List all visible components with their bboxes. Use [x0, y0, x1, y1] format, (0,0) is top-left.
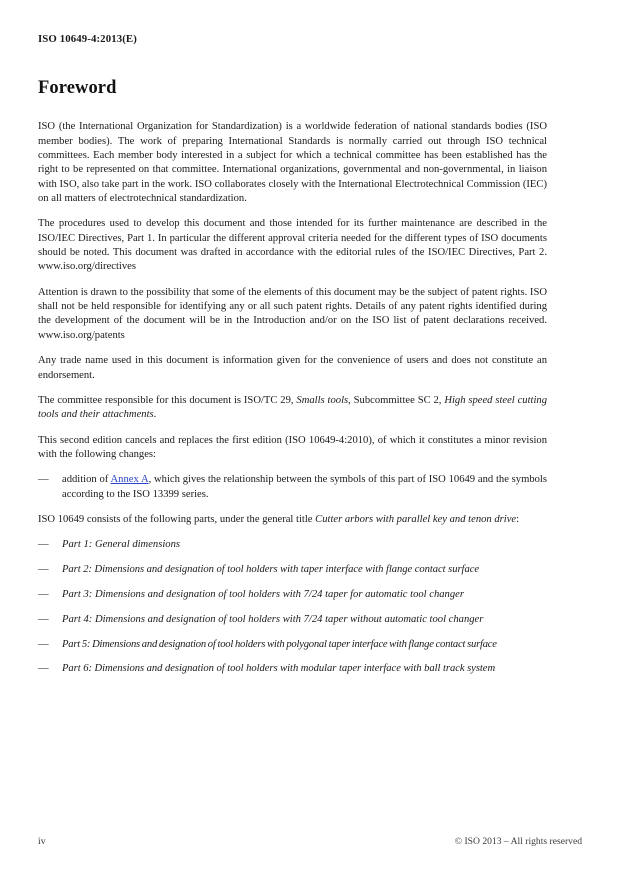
paragraph-trade-name: Any trade name used in this document is information given for the convenience of users and does not constitute an endorsement.	[38, 355, 547, 381]
page-content	[38, 78, 547, 687]
em-dash-bullet-icon: —	[38, 474, 49, 486]
committee-name-sc2: High speed steel cutting tools and their attachments	[38, 394, 548, 421]
em-dash-bullet-icon: —	[38, 539, 49, 551]
paragraph-second-edition: This second edition cancels and replaces the first edition (ISO 10649-4:2010), of which it constitutes a minor revision with the following changes:	[38, 434, 547, 460]
annex-a-link[interactable]: Annex A	[110, 474, 149, 486]
part-label: Part 2: Dimensions and designation of tool holders with taper interface with flange contact surface	[62, 564, 480, 576]
general-title: Cutter arbors with parallel key and tenon drive	[315, 513, 517, 525]
list-item	[38, 588, 547, 602]
change-item-text-rest: , which gives the relationship between the symbols of this part of ISO 10649 and the symbols according to the ISO 13399 series.	[62, 474, 547, 500]
committee-name-tc29: Smalls tools	[296, 394, 349, 406]
page-number: iv	[38, 836, 46, 847]
paragraph-committee	[38, 394, 547, 423]
part-label: Part 4: Dimensions and designation of tool holders with 7/24 taper without automatic tool changer	[62, 613, 484, 625]
committee-text-end: .	[153, 409, 157, 421]
parts-intro-end: :	[516, 513, 520, 525]
list-item	[38, 538, 547, 552]
em-dash-bullet-icon: —	[38, 663, 49, 675]
em-dash-bullet-icon: —	[38, 613, 49, 625]
list-item	[38, 613, 547, 627]
em-dash-bullet-icon: —	[38, 564, 49, 576]
parts-intro-lead: ISO 10649 consists of the following parts, under the general title	[38, 513, 316, 525]
part-label: Part 6: Dimensions and designation of tool holders with modular taper interface with ball track system	[62, 663, 496, 675]
list-item	[38, 662, 547, 676]
change-list-item	[38, 473, 547, 502]
part-label: Part 3: Dimensions and designation of tool holders with 7/24 taper for automatic tool changer	[62, 588, 464, 600]
part-label: Part 1: General dimensions	[62, 539, 180, 551]
em-dash-bullet-icon: —	[38, 588, 49, 600]
page-title: Foreword	[38, 78, 117, 98]
part-label: Part 5: Dimensions and designation of tool holders with polygonal taper interface with flange contact surface	[62, 638, 497, 650]
change-item-text-lead: addition of	[62, 474, 111, 486]
committee-text-mid: , Subcommittee SC 2,	[348, 394, 445, 406]
em-dash-bullet-icon: —	[38, 638, 49, 650]
paragraph-procedures: The procedures used to develop this document and those intended for its further maintenance are described in the ISO/IEC Directives, Part 1. In particular the different approval criteria needed for the different types of ISO documents should be noted. This document was drafted in accordance with the editorial rules of the ISO/IEC Directives, Part 2. www.iso.org/directives	[38, 218, 547, 273]
list-item	[38, 563, 547, 577]
list-item	[38, 638, 547, 652]
copyright-notice: © ISO 2013 – All rights reserved	[454, 836, 582, 847]
paragraph-parts-intro	[38, 513, 547, 527]
paragraph-patent-rights: Attention is drawn to the possibility that some of the elements of this document may be the subject of patent rights. ISO shall not be held responsible for identifying any or all such patent rights. Details of any patent rights identified during the development of the document will be in the Introduction and/or on the ISO list of patent declarations received. www.iso.org/patents	[38, 286, 547, 341]
committee-text-lead: The committee responsible for this document is ISO/TC 29,	[38, 394, 297, 406]
page-footer	[38, 836, 582, 847]
paragraph-iso-description: ISO (the International Organization for Standardization) is a worldwide federation of national standards bodies (ISO member bodies). The work of preparing International Standards is normally carried out through ISO technical committees. Each member body interested in a subject for which a technical committee has been established has the right to be represented on that committee. International organizations, governmental and non-governmental, in liaison with ISO, also take part in the work. ISO collaborates closely with the International Electrotechnical Commission (IEC) on all matters of electrotechnical standardization.	[38, 121, 547, 205]
running-head: ISO 10649-4:2013(E)	[38, 33, 137, 45]
